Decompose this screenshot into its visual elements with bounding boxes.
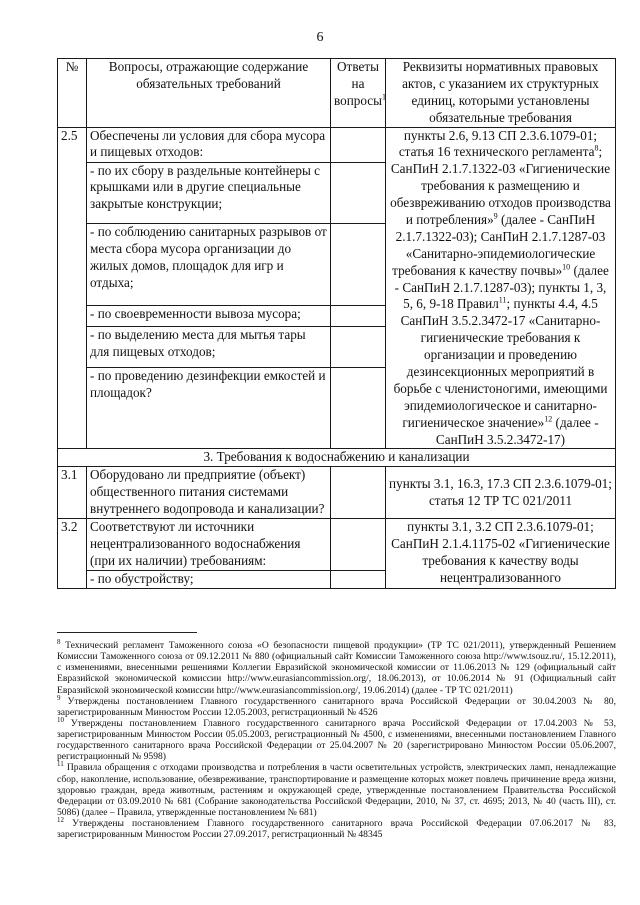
answer-cell <box>331 224 386 306</box>
question-cell: - по обустройству; <box>87 570 331 588</box>
refs-text: (далее - СанПиН 3.5.2.3472-17) <box>435 414 599 447</box>
table-row <box>58 467 616 519</box>
footnote-separator <box>57 632 197 633</box>
refs-text: ; пункты 4.4, 4.5 СанПиН 3.5.2.3472-17 «Санитарно-гигиенические требования к организации и проведению дезинсекционных мероприятий в борьбе с членистоногими, имеющими эпидемиологическое и санитарно-гигиеническое значение» <box>393 296 608 430</box>
answer-cell <box>331 368 386 449</box>
footnote <box>57 762 616 818</box>
footnote-ref: 12 <box>544 414 553 424</box>
row-number: 2.5 <box>58 127 87 449</box>
refs-text: (далее - СанПиН 2.1.7.1322-03); СанПиН 2.1.7.1287-03 «Санитарно-эпидемиологические требования к качеству почвы» <box>392 212 606 278</box>
refs-text: пункты 2.6, 9.13 СП 2.3.6.1079-01; статья 16 технического регламента <box>398 127 598 160</box>
footnote-text: Правила обращения с отходами производства и потребления в части осветительных устройств, электрических ламп, ненадлежащие сбор, накопление, использование, обезвреживание, транспортирование и размещение которых может повлечь причинение вреда жизни, здоровью граждан, вреда животным, растениям и окружающей среде, утвержденные постановлением Правительства Российской Федерации от 03.09.2010 № 681 (Собрание законодательства Российской Федерации, 2010, № 37, ст. 4695; 2013, № 40 (часть III), ст. 5086) (далее – Правила, утвержденные постановлением № 681) <box>57 762 616 818</box>
question-cell: Обеспечены ли условия для сбора мусора и пищевых отходов: <box>87 127 331 162</box>
requirements-table <box>57 58 616 589</box>
question-cell: - по проведению дезинфекции емкостей и площадок? <box>87 368 331 449</box>
answer-cell <box>331 305 386 326</box>
question-cell: Соответствуют ли источники нецентрализованного водоснабжения (при их наличии) требованиям: <box>87 519 331 571</box>
footnote-mark: 9 <box>57 693 61 702</box>
question-cell: - по выделению места для мытья тары для пищевых отходов; <box>87 327 331 368</box>
refs-cell: пункты 3.1, 3.2 СП 2.3.6.1079-01; СанПиН 2.1.4.1175-02 «Гигиенические требования к качеству воды нецентрализованного <box>386 519 616 589</box>
footnote-mark: 10 <box>57 715 64 724</box>
answer-cell <box>331 327 386 368</box>
answer-cell <box>331 570 386 588</box>
row-number: 3.1 <box>58 467 87 519</box>
footnote-text: Технический регламент Таможенного союза «О безопасности пищевой продукции» (ТР ТС 021/2011), утвержденный Решением Комиссии Таможенного союза от 09.12.2011 № 880 (официальный сайт Комиссии Таможенного союза http://www.tsouz.ru/, 15.12.2011), с изменениями, внесенными решениями Коллегии Евразийской экономической комиссии от 11.06.2013 № 129 (официальный сайт Евразийской экономической комиссии http://www.eurasiancommission.org/, 18.06.2013), от 10.06.2014 № 91 (Официальный сайт Евразийской экономической комиссии http://www.eurasiancommission.org/, 19.06.2014) (далее - ТР ТС 021/2011) <box>57 640 616 696</box>
answer-cell <box>331 467 386 519</box>
footnotes <box>57 637 616 841</box>
footnote-ref: 9 <box>493 211 498 221</box>
header-refs: Реквизиты нормативных правовых актов, с указанием их структурных единиц, которыми установлены обязательные требования <box>386 59 616 128</box>
footnote <box>57 637 616 696</box>
refs-text: ; СанПиН 2.1.7.1322-03 «Гигиенические требования к размещению и обезвреживанию отходов производства и потребления» <box>390 144 611 228</box>
footnote-mark: 12 <box>57 815 64 824</box>
question-cell: - по соблюдению санитарных разрывов от места сбора мусора организации до жилых домов, площадок для игр и отдыха; <box>87 224 331 306</box>
table-row <box>58 127 616 162</box>
refs-cell: пункты 3.1, 16.3, 17.3 СП 2.3.6.1079-01; статья 12 ТР ТС 021/2011 <box>386 467 616 519</box>
answer-cell <box>331 162 386 224</box>
footnote-ref: 8 <box>594 144 599 154</box>
question-cell: - по их сбору в раздельные контейнеры с крышками или в другие специальные закрытые конструкции; <box>87 162 331 224</box>
answer-cell <box>331 519 386 571</box>
header-no: № <box>58 59 87 128</box>
footnote <box>57 693 616 718</box>
footnote-text: Утверждены постановлением Главного государственного санитарного врача Российской Федерации 07.06.2017 № 83, зарегистрированным Минюстом России 27.09.2017, регистрационный № 48345 <box>57 818 616 841</box>
answer-cell <box>331 127 386 162</box>
footnote-mark: 8 <box>57 637 61 646</box>
footnote-ref: 10 <box>562 262 571 272</box>
header-question: Вопросы, отражающие содержание обязательных требований <box>87 59 331 128</box>
footnote-text: Утверждены постановлением Главного государственного санитарного врача Российской Федерации от 30.04.2003 № 80, зарегистрированным Минюстом России 12.05.2003, регистрационный № 4526 <box>57 695 616 718</box>
question-cell: - по своевременности вывоза мусора; <box>87 305 331 326</box>
header-answer-text: Ответы на вопросы <box>334 59 383 108</box>
row-number: 3.2 <box>58 519 87 589</box>
refs-cell <box>386 127 616 449</box>
question-cell: Оборудовано ли предприятие (объект) общественного питания системами внутреннего водопровода и канализации? <box>87 467 331 519</box>
footnote-mark: 11 <box>57 760 64 769</box>
table-row <box>58 519 616 571</box>
footnote-ref: 11 <box>498 296 507 306</box>
footnote <box>57 715 616 763</box>
footnote-text: Утверждены постановлением Главного государственного санитарного врача Российской Федерации от 17.04.2003 № 53, зарегистрированным Минюстом России 05.05.2003, регистрационный № 4500, с изменениями, внесенными постановлением Главного государственного санитарного врача Российской Федерации от 25.04.2007 № 20 (зарегистрировано Минюстом России 05.06.2007, регистрационный № 9598) <box>57 717 616 763</box>
section-title: 3. Требования к водоснабжению и канализации <box>58 449 616 467</box>
section-row <box>58 449 616 467</box>
footnote <box>57 815 616 841</box>
header-answer-mark: 1 <box>382 92 387 102</box>
page-number: 6 <box>316 30 324 45</box>
refs-text: (далее - СанПиН 2.1.7.1287-03); пункты 1, 3, 5, 6, 9-18 Правил <box>394 262 609 312</box>
header-answer <box>331 59 386 128</box>
table-header-row <box>58 59 616 128</box>
